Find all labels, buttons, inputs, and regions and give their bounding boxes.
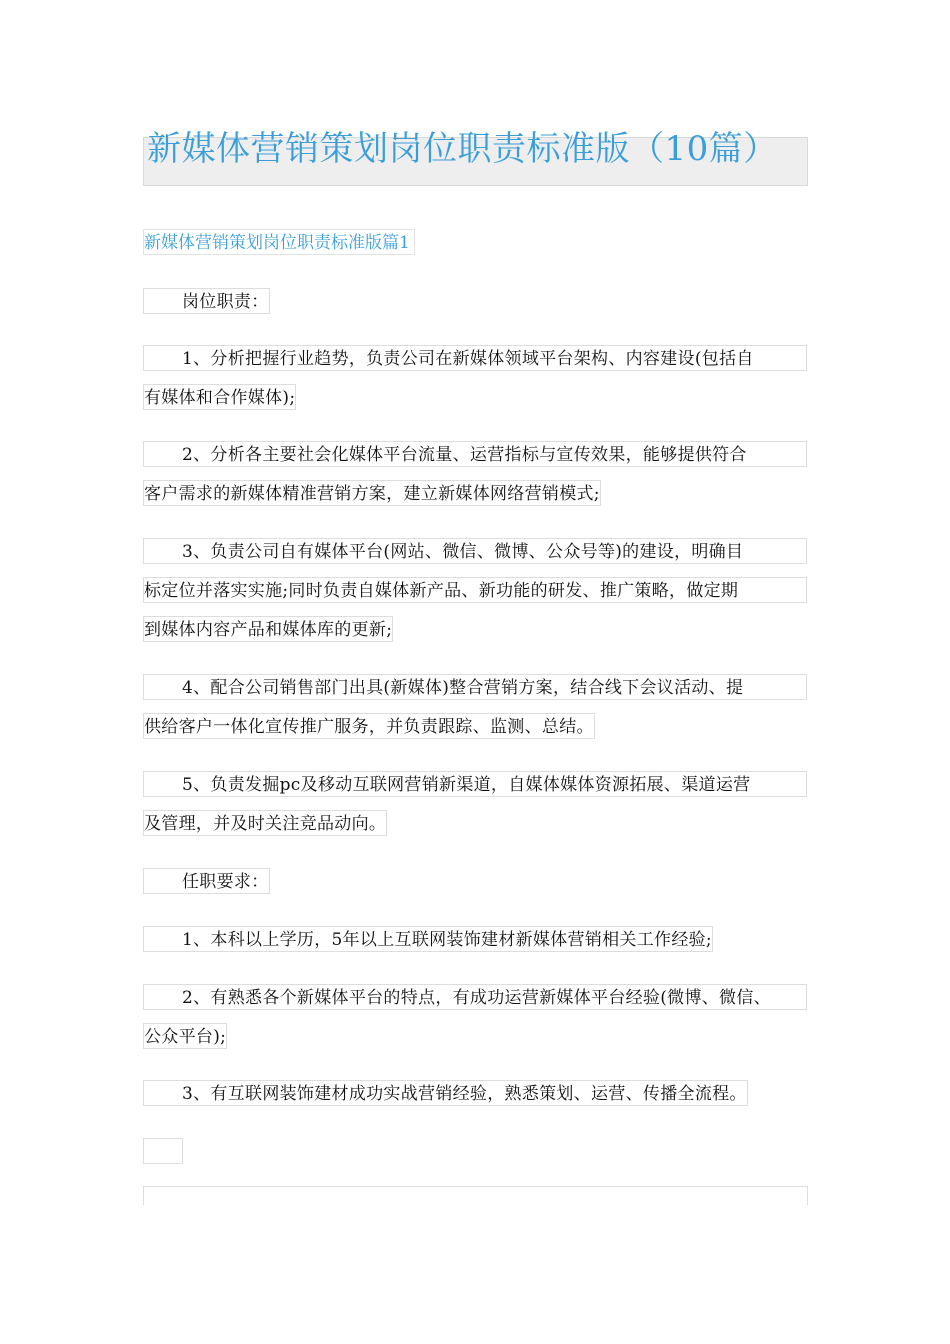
duty-3-line-1: 3、负责公司自有媒体平台(网站、微信、微博、公众号等)的建设，明确目 [143, 538, 807, 564]
duty-5-line-2: 及管理，并及时关注竞品动向。 [143, 810, 387, 836]
duty-5-line-1: 5、负责发掘pc及移动互联网营销新渠道，自媒体媒体资源拓展、渠道运营 [143, 771, 807, 797]
duty-2-line-2: 客户需求的新媒体精准营销方案，建立新媒体网络营销模式; [143, 480, 601, 506]
requirements-heading: 任职要求： [143, 868, 270, 894]
requirement-3-line-1: 3、有互联网装饰建材成功实战营销经验，熟悉策划、运营、传播全流程。 [143, 1080, 748, 1106]
requirement-2-line-2: 公众平台); [143, 1023, 227, 1049]
duty-4-line-1: 4、配合公司销售部门出具(新媒体)整合营销方案，结合线下会议活动、提 [143, 674, 807, 700]
duty-4-line-2: 供给客户一体化宣传推广服务，并负责跟踪、监测、总结。 [143, 713, 595, 739]
requirement-2-line-1: 2、有熟悉各个新媒体平台的特点，有成功运营新媒体平台经验(微博、微信、 [143, 984, 807, 1010]
duty-1-line-1: 1、分析把握行业趋势，负责公司在新媒体领域平台架构、内容建设(包括自 [143, 345, 807, 371]
empty-paragraph [143, 1138, 183, 1164]
page-footer-frame [143, 1186, 808, 1205]
duty-1-line-2: 有媒体和合作媒体); [143, 384, 296, 410]
duty-2-line-1: 2、分析各主要社会化媒体平台流量、运营指标与宣传效果，能够提供符合 [143, 441, 807, 467]
document-title: 新媒体营销策划岗位职责标准版（10篇） [147, 129, 778, 169]
requirement-1-line-1: 1、本科以上学历，5年以上互联网装饰建材新媒体营销相关工作经验; [143, 926, 713, 952]
duty-3-line-2: 标定位并落实实施;同时负责自媒体新产品、新功能的研发、推广策略，做定期 [143, 577, 807, 603]
duties-heading: 岗位职责： [143, 288, 270, 314]
section-subtitle: 新媒体营销策划岗位职责标准版篇1 [143, 229, 415, 255]
duty-3-line-3: 到媒体内容产品和媒体库的更新; [143, 616, 393, 642]
